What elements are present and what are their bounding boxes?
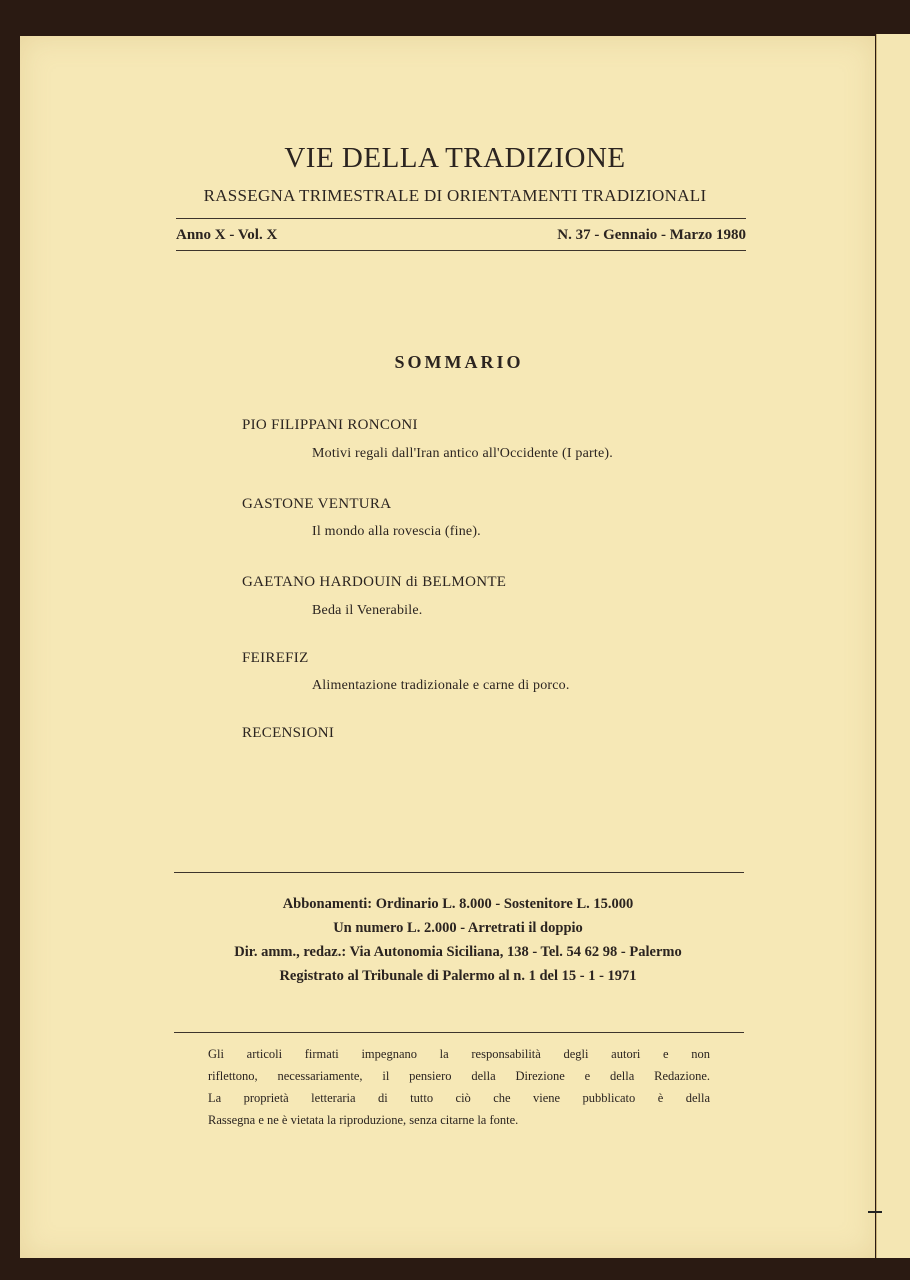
journal-subtitle: RASSEGNA TRIMESTRALE DI ORIENTAMENTI TRADIZIONALI — [203, 186, 707, 205]
contents-article: Alimentazione tradizionale e carne di porco. — [312, 678, 570, 693]
disclaimer-line: La proprietà letteraria di tutto ciò che viene pubblicato è della — [208, 1091, 710, 1105]
masthead-rule-top — [176, 218, 746, 219]
journal-title: VIE DELLA TRADIZIONE — [284, 142, 626, 174]
subscription-line: Un numero L. 2.000 - Arretrati il doppio — [333, 920, 583, 936]
next-page-edge — [876, 34, 910, 1258]
footer-rule — [174, 872, 744, 873]
contents-author: RECENSIONI — [242, 725, 335, 741]
contents-author: GAETANO HARDOUIN di BELMONTE — [242, 574, 507, 590]
address-line: Dir. amm., redaz.: Via Autonomia Siciliana, 138 - Tel. 54 62 98 - Palermo — [234, 944, 682, 960]
disclaimer-line: Gli articoli firmati impegnano la responsabilità degli autori e non — [208, 1047, 710, 1061]
registration-line: Registrato al Tribunale di Palermo al n. 1 del 15 - 1 - 1971 — [279, 968, 637, 984]
disclaimer-rule — [174, 1032, 744, 1033]
disclaimer-text — [208, 1043, 710, 1131]
volume-label: Anno X - Vol. X — [176, 227, 278, 243]
contents-article: Il mondo alla rovescia (fine). — [312, 524, 481, 539]
contents-article: Beda il Venerabile. — [312, 603, 423, 618]
issue-label: N. 37 - Gennaio - Marzo 1980 — [557, 227, 746, 243]
contents-author: FEIREFIZ — [242, 650, 309, 666]
subscription-line: Abbonamenti: Ordinario L. 8.000 - Sostenitore L. 15.000 — [282, 896, 634, 912]
contents-heading: SOMMARIO — [394, 352, 524, 372]
scan-background — [0, 1258, 910, 1280]
scan-speck — [868, 1211, 882, 1213]
masthead-rule-bottom — [176, 250, 746, 251]
disclaimer-line: Rassegna e ne è vietata la riproduzione, senza citarne la fonte. — [208, 1113, 519, 1127]
contents-author: GASTONE VENTURA — [242, 496, 392, 512]
disclaimer-line: riflettono, necessariamente, il pensiero della Direzione e della Redazione. — [208, 1069, 710, 1083]
contents-article: Motivi regali dall'Iran antico all'Occidente (I parte). — [312, 446, 613, 461]
contents-author: PIO FILIPPANI RONCONI — [242, 417, 418, 433]
